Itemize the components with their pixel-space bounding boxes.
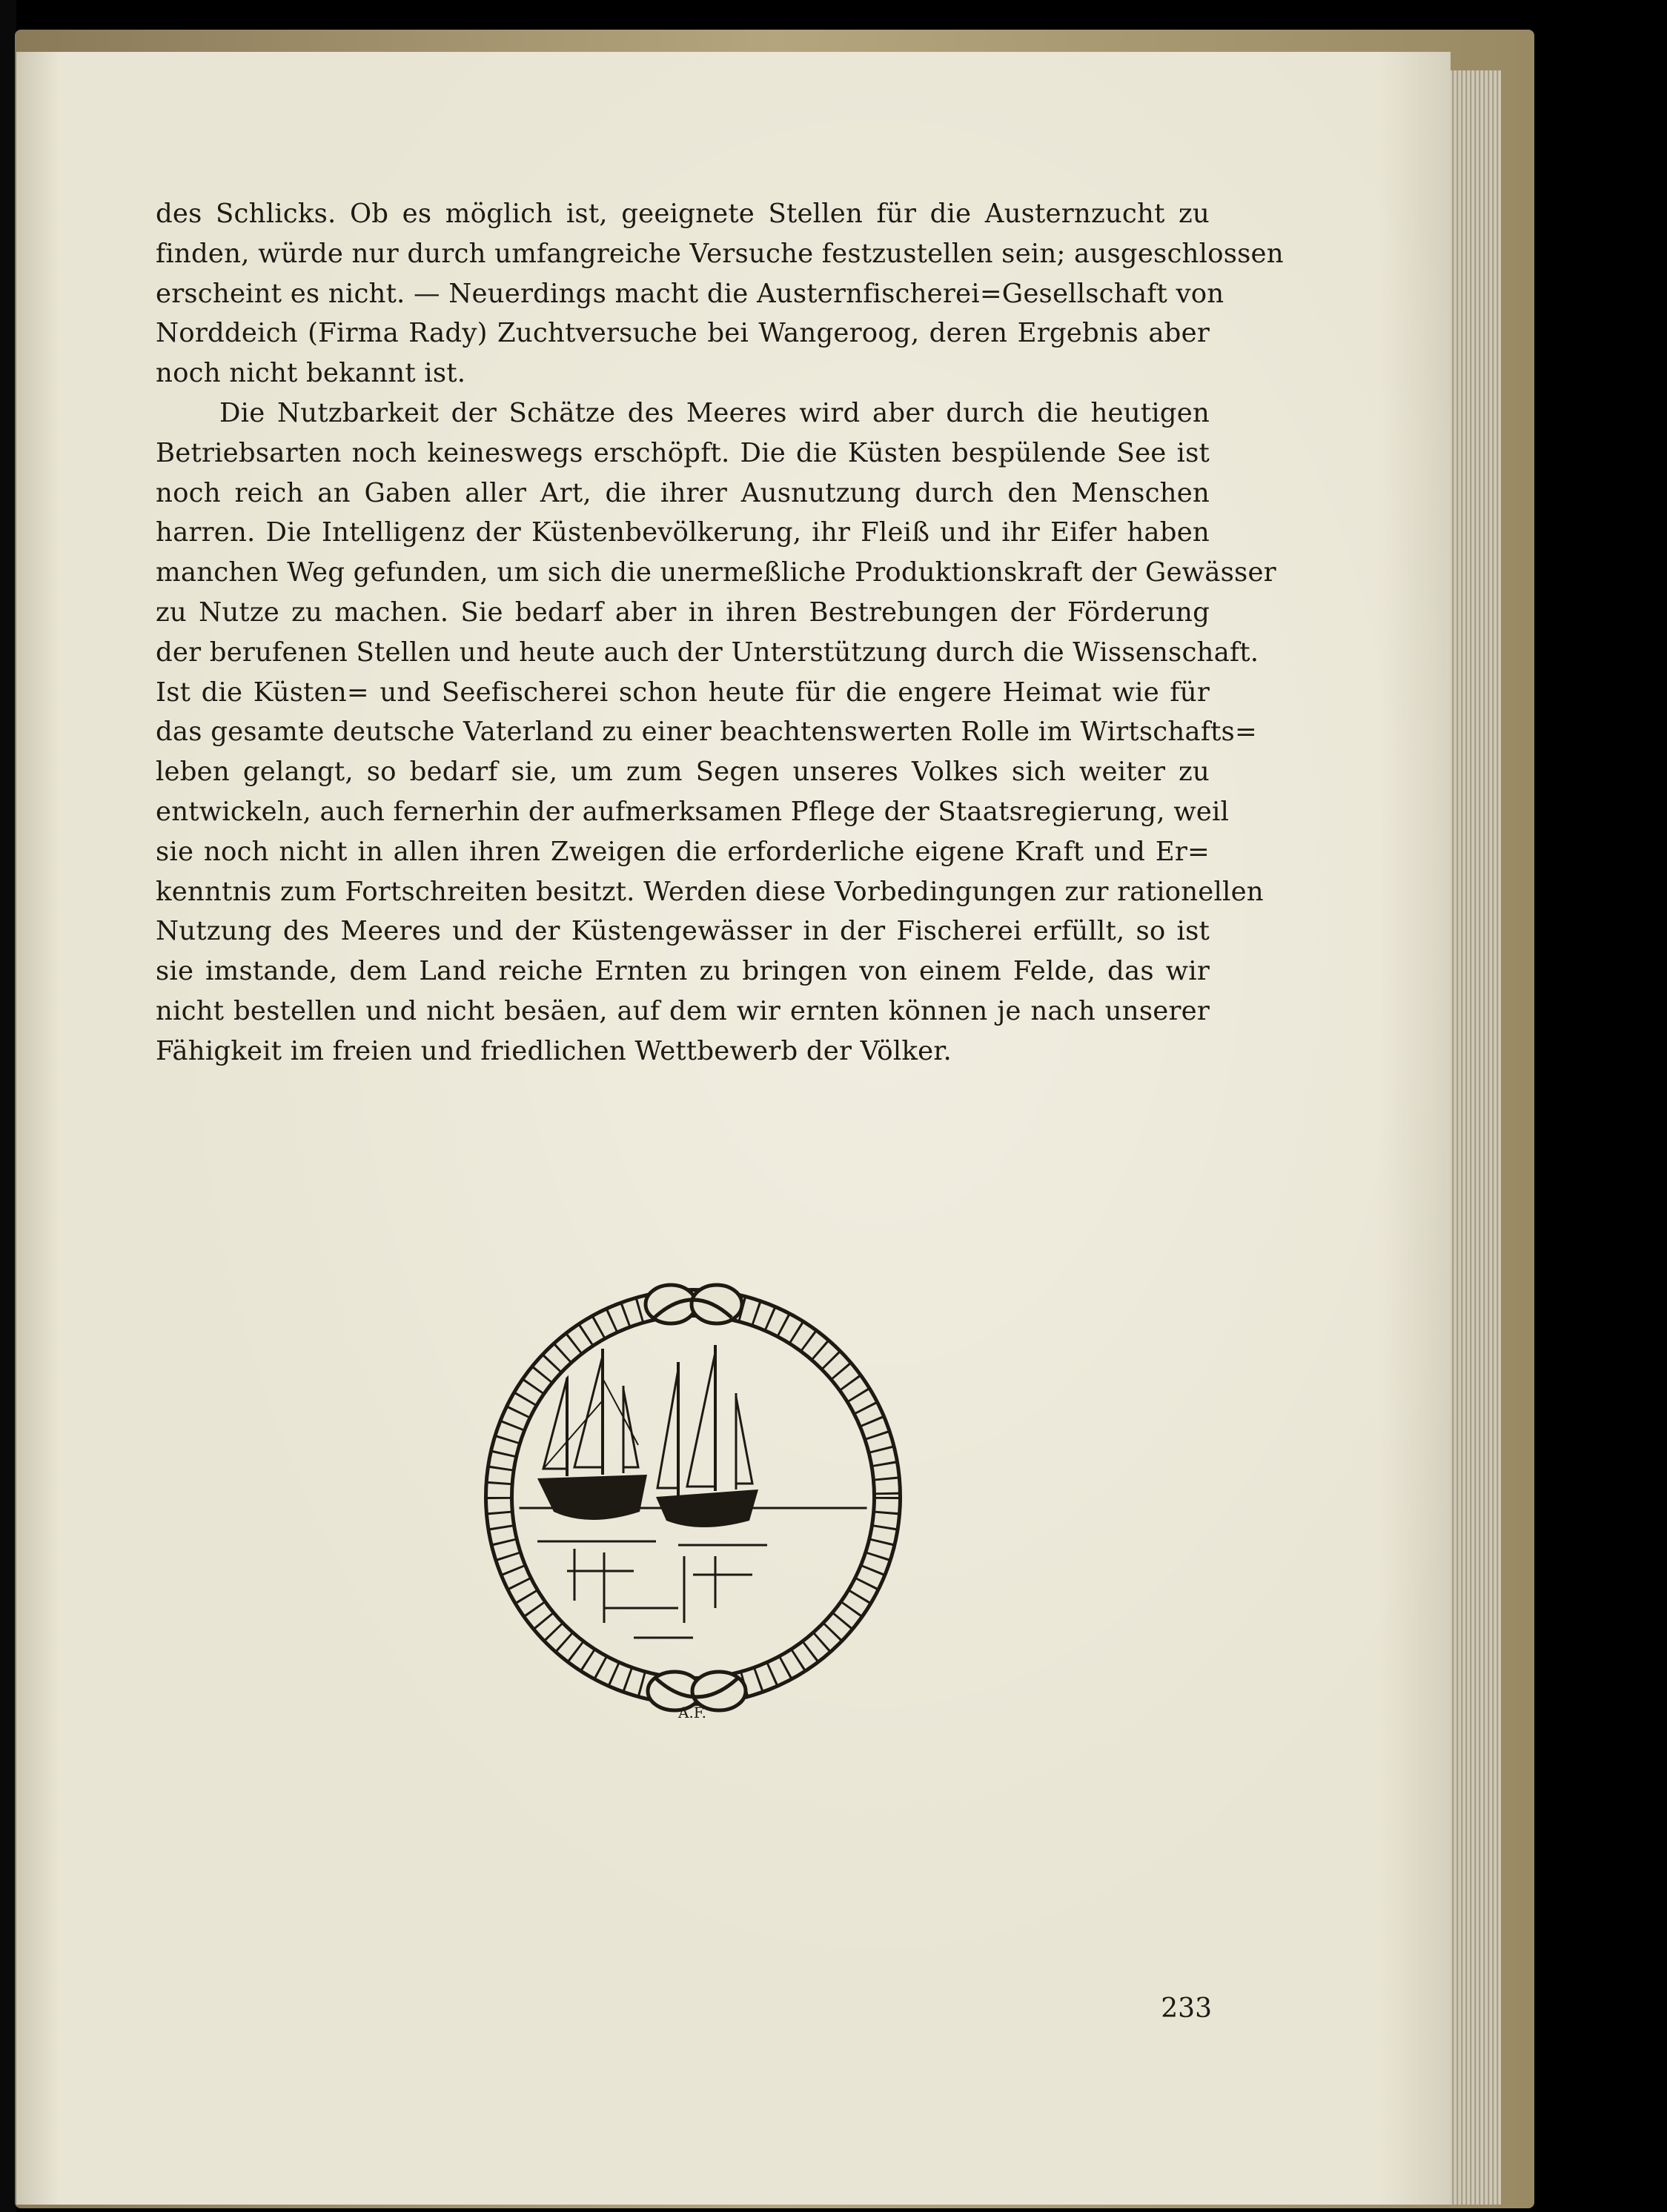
text-line: sie imstande, dem Land reiche Ernten zu bringen von einem Felde, das wir [156,956,1210,987]
text-line: Betriebsarten noch keineswegs erschöpft. Die die Küsten bespülende See ist [156,437,1210,468]
text-line: Die Nutzbarkeit der Schätze des Meeres wird aber durch die heutigen [219,397,1210,428]
text-line: der berufenen Stellen und heute auch der Unterstützung durch die Wissenschaft. [156,637,1259,668]
text-line: Nutzung des Meeres und der Küstengewässer in der Fischerei erfüllt, so ist [156,916,1210,947]
text-line: Fähigkeit im freien und friedlichen Wettbewerb der Völker. [156,1035,952,1066]
text-line: des Schlicks. Ob es möglich ist, geeignete Stellen für die Austernzucht zu [156,199,1210,229]
paragraph-1 [156,194,1284,393]
text-line: erscheint es nicht. — Neuerdings macht die Austernfischerei=Gesellschaft von [156,278,1224,309]
text-line: leben gelangt, so bedarf sie, um zum Segen unseres Volkes sich weiter zu [156,757,1210,788]
text-line: manchen Weg gefunden, um sich die unermeßliche Produktionskraft der Gewässer [156,557,1276,588]
artist-initials: A.F. [678,1704,706,1721]
text-line: finden, würde nur durch umfangreiche Versuche festzustellen sein; ausgeschlossen [156,238,1284,269]
text-line: harren. Die Intelligenz der Küstenbevölkerung, ihr Fleiß und ihr Eifer haben [156,517,1210,548]
paragraph-2 [156,393,1276,1072]
water-reflection-lines [537,1541,767,1638]
page-edges [1445,70,1501,2205]
body-text [156,194,1284,1072]
text-line: noch nicht bekannt ist. [156,358,466,389]
text-line: zu Nutze zu machen. Sie bedarf aber in ihren Bestrebungen der Förderung [156,597,1210,628]
text-line: noch reich an Gaben aller Art, die ihrer Ausnutzung durch den Menschen [156,477,1210,508]
text-line: Ist die Küsten= und Seefischerei schon heute für die engere Heimat wie für [156,677,1210,708]
page-number: 233 [1161,1993,1212,2024]
text-line: nicht bestellen und nicht besäen, auf dem wir ernten können je nach unserer [156,995,1210,1026]
scan-background-left [0,0,16,2212]
text-line: sie noch nicht in allen ihren Zweigen die erforderliche eigene Kraft und Er= [156,836,1210,867]
text-line: Norddeich (Firma Rady) Zuchtversuche bei Wangeroog, deren Ergebnis aber [156,318,1210,349]
rope-ring-sailboats-illustration [456,1252,930,1741]
text-line: kenntnis zum Fortschreiten besitzt. Werden diese Vorbedingungen zur rationellen [156,876,1264,907]
text-line: entwickeln, auch fernerhin der aufmerksamen Pflege der Staatsregierung, weil [156,796,1230,827]
sailboat-right-icon [656,1345,758,1527]
text-line: das gesamte deutsche Vaterland zu einer beachtenswerten Rolle im Wirtschafts= [156,717,1257,748]
